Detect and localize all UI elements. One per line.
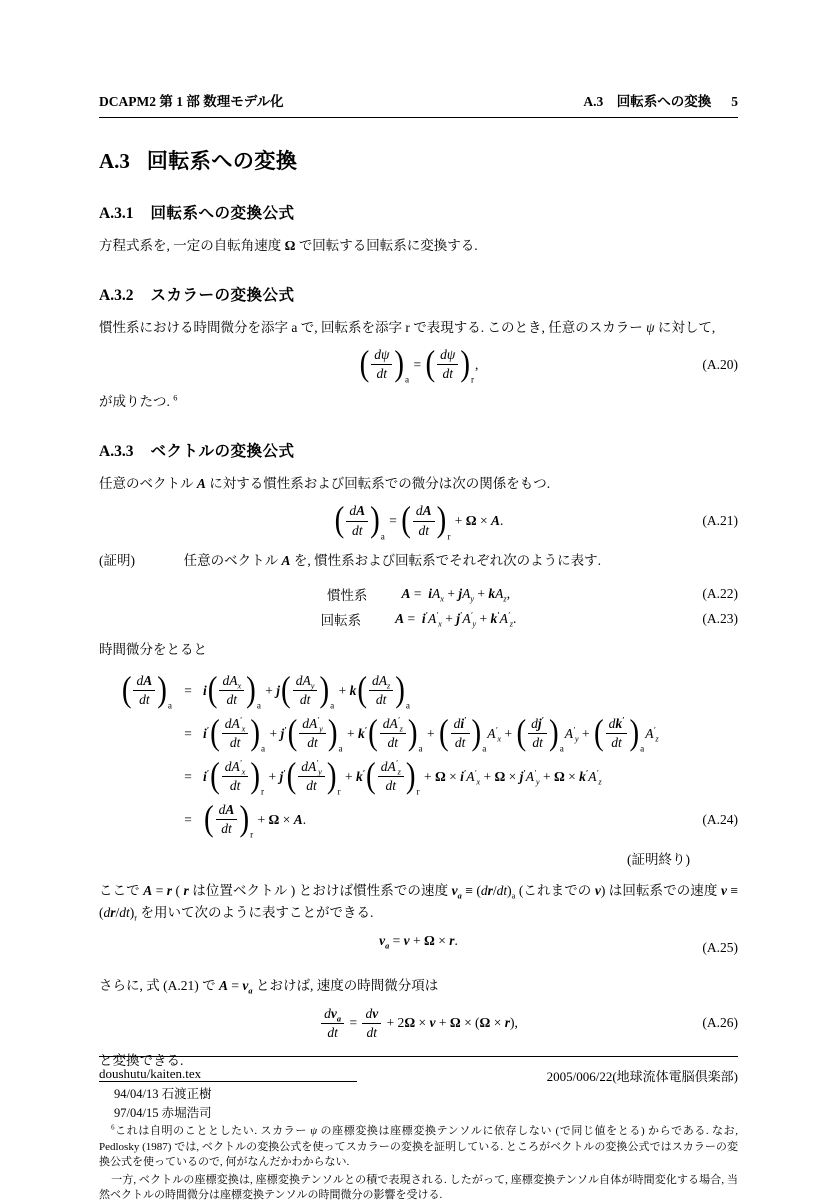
equation-a21-tag: (A.21) — [702, 513, 738, 529]
header-section-title: A.3 回転系への変換 — [583, 94, 712, 109]
paragraph-a32-after: が成りたつ. $^6$ — [99, 393, 178, 410]
equation-a26-body: $\frac{dv_a}{dt}$ = $\frac{dv}{dt}$ + 2 Ω × v + Ω × ( Ω × r ), — [319, 1007, 518, 1040]
equation-a22-label: 慣性系 — [326, 587, 368, 603]
subsection-heading-a32 — [99, 283, 738, 305]
equation-a24-tag: (A.24) — [702, 811, 738, 827]
equation-a23-tag: (A.23) — [702, 610, 738, 626]
paragraph-time-derivative: 時間微分をとると — [99, 641, 207, 657]
subsection-heading-a31 — [99, 201, 738, 223]
equation-a20-tag: (A.20) — [702, 356, 738, 372]
equals-sign: = — [184, 682, 192, 698]
equation-a25-body: $v_a$ = v + Ω × r . — [379, 932, 458, 951]
derivation-rhs: i′ ( $\frac{dA'_x}{dt}$ ) r + j′ ( $\frac{dA'_y}{dt}$ ) r + k′ ( $\frac{dA'_z}{dt}$ ) r + Ω × i′ $A'_x$ + Ω × j′ $A'_y$ + Ω × k′ $A'_z$ — [203, 755, 602, 797]
subsection-number: A.3.1 — [99, 205, 134, 222]
equation-a25 — [99, 933, 738, 963]
page-number: 5 — [731, 94, 738, 109]
equation-a21 — [99, 500, 738, 542]
derivation-line-4 — [99, 800, 738, 840]
derivation-rhs: i′ ( $\frac{dA'_x}{dt}$ ) a + j′ ( $\frac{dA'_y}{dt}$ ) a + k′ ( $\frac{dA'_z}{dt}$ ) a + ( $\frac{di'}{dt}$ ) a $A'_x$ + ( $\frac{dj'}{dt}$ ) a $A'_y$ + ( $\frac{dk'}{dt}$ ) a $A'_z$ — [203, 712, 659, 754]
equation-a20 — [99, 343, 738, 385]
section-heading-a3 — [99, 145, 738, 175]
equation-a23-body: A = i′ $A'_x$ + j′ $A'_y$ + k′ $A'_z$ . — [395, 610, 517, 629]
subsection-title-text: 回転系への変換公式 — [150, 205, 295, 222]
running-header — [99, 90, 738, 118]
proof-end-label: (証明終り) — [627, 851, 690, 867]
equation-a26 — [99, 1006, 738, 1040]
paragraph-a31: 方程式系を, 一定の自転角速度 Ω で回転する回転系に変換する. — [99, 238, 478, 253]
equation-a23-label: 回転系 — [320, 612, 362, 628]
derivation-rhs: ( $\frac{dA}{dt}$ ) r + Ω × A . — [204, 798, 307, 840]
page-footer — [99, 1056, 738, 1085]
page-content — [99, 0, 738, 1204]
derivation-lhs: ( $\frac{dA}{dt}$ ) a — [121, 669, 172, 711]
equation-a21-body: ( $\frac{dA}{dt}$ ) a = ( $\frac{dA}{dt}$ ) r + Ω × A . — [334, 500, 504, 542]
derivation-line-1 — [99, 671, 738, 711]
subsection-number: A.3.2 — [99, 287, 134, 304]
revision-dates — [99, 1085, 738, 1122]
derivation-rhs: i ( $\frac{dA_x}{dt}$ ) a + j ( $\frac{dA_y}{dt}$ ) a + k ( $\frac{dA_z}{dt}$ ) a — [203, 669, 410, 711]
derivation-line-3 — [99, 757, 738, 797]
equals-sign: = — [184, 768, 192, 784]
revision-date-line: 94/04/13 石渡正樹 — [114, 1087, 212, 1102]
derivation-line-2 — [99, 714, 738, 754]
equation-a22-body: A = i $A_x$ + j $A_y$ + k $A_z$ , — [401, 585, 511, 604]
section-number: A.3 — [99, 149, 130, 173]
subsection-title-text: スカラーの変換公式 — [150, 287, 295, 304]
footer-date-organization: 2005/006/22(地球流体電脳倶楽部) — [546, 1069, 738, 1084]
equation-a23 — [99, 609, 738, 629]
paragraph-proof-start: (証明) 任意のベクトル A を, 慣性系および回転系でそれぞれ次のように表す. — [99, 552, 601, 568]
equation-block-a22-a23 — [99, 584, 738, 629]
equation-a20-body: ( $\frac{d\psi}{dt}$ ) a = ( $\frac{d\psi}{dt}$ ) r , — [359, 343, 479, 385]
equals-sign: = — [184, 811, 192, 827]
equation-a22-tag: (A.22) — [702, 585, 738, 601]
subsection-heading-a33 — [99, 439, 738, 461]
equals-sign: = — [184, 725, 192, 741]
equation-a25-tag: (A.25) — [702, 939, 738, 955]
paragraph-a33-intro: 任意のベクトル A に対する慣性系および回転系での微分は次の関係をもつ. — [99, 476, 551, 492]
paragraph-position-vector: ここで A = r ( r は位置ベクトル ) とおけば慣性系での速度 $v_a \equiv (dr/dt)_a$ (これまでの v) は回転系での速度 $v \equiv (dr/dt)_r$ を用いて次のように表すことができる. — [99, 882, 739, 923]
header-right — [583, 90, 738, 110]
revision-date-line: 97/04/15 赤堀浩司 — [114, 1105, 212, 1120]
section-title-text: 回転系への変換 — [146, 150, 298, 173]
paragraph-further: さらに, 式 (A.21) で $A = v_a$ とおけば, 速度の時間微分項は — [99, 977, 439, 996]
paragraph-conclusion: と変換できる. — [99, 1053, 184, 1069]
subsection-number: A.3.3 — [99, 443, 134, 461]
equation-a26-tag: (A.26) — [702, 1014, 738, 1030]
subsection-title-text: ベクトルの変換公式 — [150, 443, 295, 461]
footer-filename: doushutu/kaiten.tex — [99, 1066, 202, 1081]
equation-a24-derivation — [99, 671, 738, 840]
footnote-6-continued: 一方, ベクトルの座標変換は, 座標変換テンソルとの積で表現される. したがって, 座標変換テンソル自体が時間変化する場合, 当然ベクトルの時間微分は座標変換テンソルの時間微分の影響を受ける. — [99, 1173, 738, 1202]
paragraph-a32-intro: 慣性系における時間微分を添字 a で, 回転系を添字 r で表現する. このとき, 任意のスカラー ψ に対して, — [99, 320, 716, 335]
header-left-title: DCAPM2 第 1 部 数理モデル化 — [99, 94, 284, 109]
equation-a22 — [99, 584, 738, 604]
footnote-6: $^6$これは自明のこととしたい. スカラー ψ の座標変換は座標変換テンソルに依存しない (で同じ値をとる) からである. なお, Pedlosky (1987) では, ベクトルの変換公式を使ってスカラーの変換を証明している. ところがベクトルの変換公式ではスカラーの変換公式を使っているので, 何がなんだかわからない. — [99, 1124, 738, 1169]
